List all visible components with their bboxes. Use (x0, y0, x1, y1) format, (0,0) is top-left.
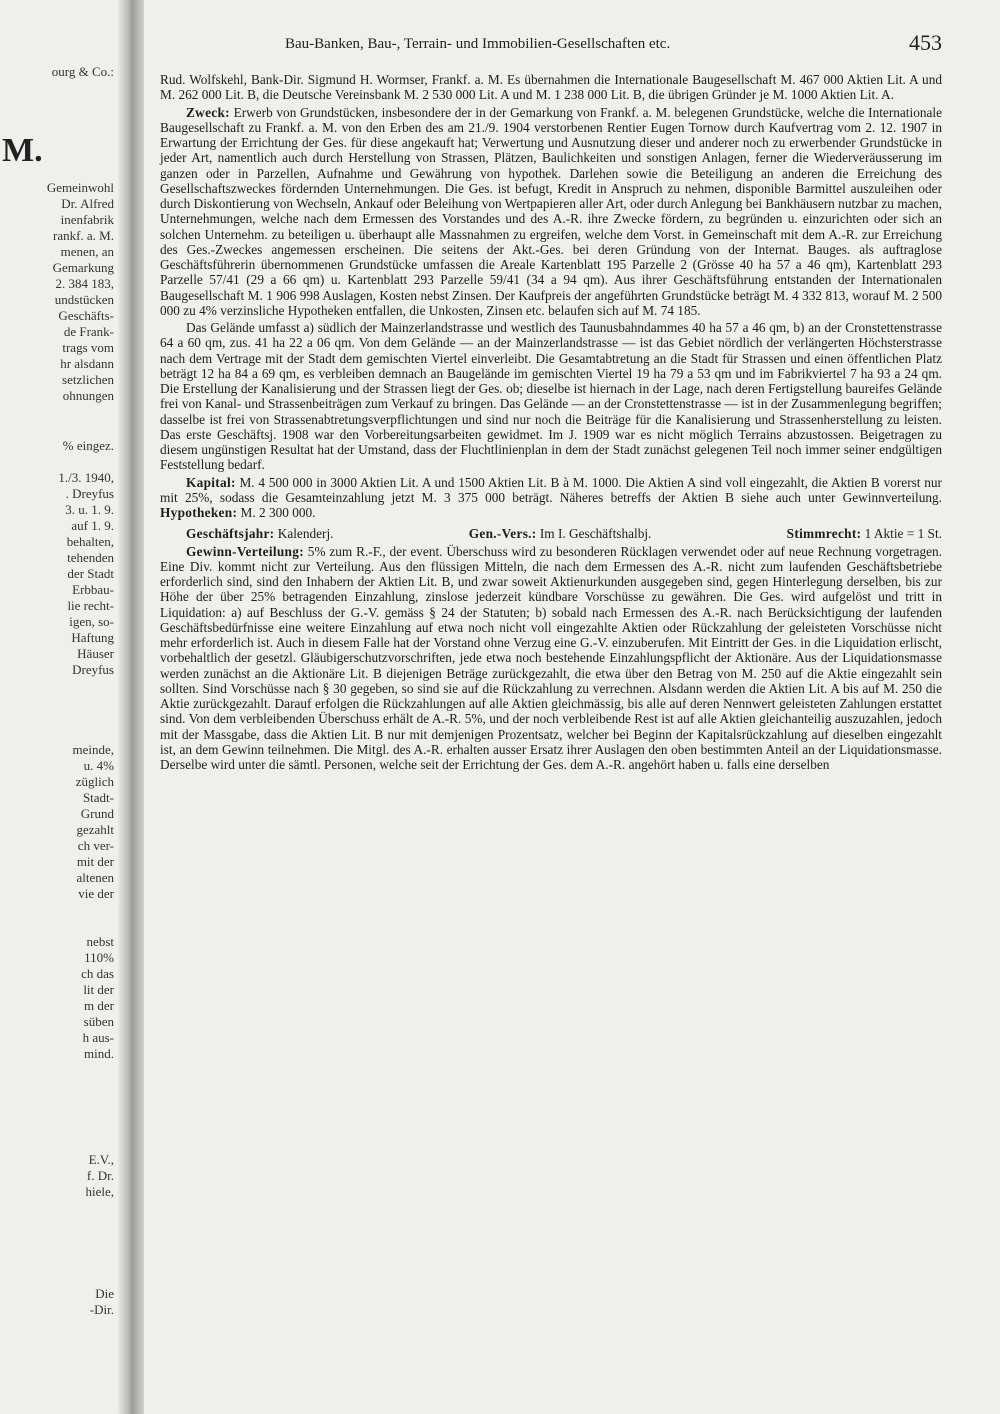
margin-fragment: E.V., (88, 1152, 114, 1167)
margin-fragment: igen, so- (69, 614, 114, 629)
page-number: 453 (909, 30, 942, 55)
kapital-label: Kapital: (186, 474, 236, 490)
margin-fragment: Geschäfts- (58, 308, 114, 323)
margin-fragment: m der (84, 998, 114, 1013)
hypotheken-label: Hypotheken: (160, 505, 238, 520)
gewinn-text: 5% zum R.-F., der event. Überschuss wird zu besonderen Rücklagen verwendet oder auf neue Rechnung vorgetragen. Eine Div. kommt nicht zur Verteilung. Aus den flüssigen Mitteln, die nach dem Ermessen des A.-R. nicht zum laufenden Geschäftsbetriebe erforderlich sind, sind den Inhabern der Aktien Lit. B, und zwar soweit Aktienurkunden ausgegeben sind, gegen Hinterlegung derselben, bis zur Höhe der über 25% betragenden Einzahlung, zinslose jederzeit kündbare Vorschüsse zu gewähren. Die Ges. wird aufgelöst und tritt in Liquidation: a) auf Beschluss der G.-V. gemäss § 24 der Statuten; b) sobald nach Ermessen des A.-R. nach Berücksichtigung der laufenden Geschäftsbedürfnisse eine weitere Einzahlung auf etwa noch nicht voll eingezahlte Aktien oder Rückzahlung der geleisteten Vorschüsse nicht mehr erforderlich ist. Auch in diesem Falle hat der Vorstand ohne Verzug eine G.-V. einzuberufen. Mit Eintritt der Ges. in die Liquidation erlischt, vorbehaltlich der gesetzl. Gläubigerschutzvorschriften, jede etwa noch bestehende Einzahlungspflicht der Aktionäre. Aus der Liquidationsmasse werden zunächst an die Aktionäre Lit. B diejenigen Beträge zurückgezahlt, die etwa über den Betrag von M. 250 auf die Aktie eingezahlt sein sollten. Sind Vorschüsse nach § 30 gegeben, so sind sie auf die Rückzahlung zu verrechnen. Alsdann werden die Aktien Lit. A bis auf M. 250 die Aktie zurückgezahlt. Darauf erfolgen die Rückzahlungen auf alle Aktien gleichmässig, bis alle auf deren Nennwert geleisteten Zahlungen erstattet sind. Von dem verbleibenden Überschuss erhält de A.-R. 5%, und der noch verbleibende Rest ist auf alle Aktien gleichanteilig auszuzahlen, jedoch mit der Massgabe, dass die Aktien Lit. B nur mit demjenigen Prozentsatz, welcher bei Beginn der Kapitalsrückzahlung auf dieselben eingezahlt ist, an dem Gewinn teilnehmen. Die Mitgl. des A.-R. erhalten ausser Ersatz ihrer Auslagen den oben bestimmten Anteil an der Liquidationsmasse. Derselbe wird unter die sämtl. Personen, welche seit der Errichtung der Ges. dem A.-R. angehört haben u. falls eine derselben (160, 543, 942, 772)
stimmrecht-value: 1 Aktie = 1 St. (864, 526, 942, 542)
margin-fragment: ourg & Co.: (51, 64, 114, 79)
running-title: Bau-Banken, Bau-, Terrain- und Immobilien-Gesellschaften etc. (285, 36, 671, 52)
margin-fragment: züglich (75, 774, 114, 789)
margin-fragment: tehenden (67, 550, 114, 565)
founders-paragraph (160, 72, 942, 103)
zweck-paragraph (160, 105, 942, 319)
margin-fragment: Haftung (71, 630, 114, 645)
margin-fragment: trags vom (62, 340, 114, 355)
margin-fragment: 110% (84, 950, 114, 965)
margin-fragment: behalten, (66, 534, 114, 549)
margin-fragment: setzlichen (62, 372, 114, 387)
margin-fragment: Stadt- (82, 790, 114, 805)
margin-fragment: undstücken (54, 292, 114, 307)
gelaende-text: Das Gelände umfasst a) südlich der Mainzerlandstrasse und westlich des Taunusbahndammes 40 ha 57 a 46 qm, b) an der Cronstettenstrasse 64 a 60 qm, zus. 41 ha 22 a 06 qm. Von dem Gelände — an der Mainzerlandstrasse — ist das Gebiet nördlich der verlängerten Höchsterstrasse nach dem Vertrage mit der Stadt dem gemischten Viertel einverleibt. Die Gesamtabtretung an die Stadt für Strassen und einen öffentlichen Platz beträgt 12 ha 84 a 69 qm, es verbleiben demnach an Baugelände im gemischten Viertel 19 ha 79 a 53 qm und im Fabrikviertel 7 ha 93 a 24 qm. Die Erstellung der Kanalisierung und der Strassen liegt der Ges. ob; dieselbe ist hiernach in der Lage, nach deren Fertigstellung baureifes Gelände frei von Kanal- und Strassenbeiträgen zum Verkauf zu bringen. Das Gelände — an der Cronstettenstrasse — ist in der Zusammenlegung begriffen; dasselbe ist frei von Strassenabtretungsverpflichtungen und sind nur noch die Beiträge für die Kanalisierung und Strassenherstellung zu leisten. Das erste Geschäftsj. 1908 war den Vorbereitungsarbeiten gewidmet. Im J. 1909 war es nicht möglich Terrains abzustossen. Beigetragen zu diesem ungünstigen Resultat hat der Umstand, dass der Fluchtlinienplan in dem der Stadt zunächst gelegenen Teil noch immer seiner endgültigen Feststellung bedarf. (160, 320, 942, 473)
page-body (160, 72, 942, 772)
margin-fragment: vie der (78, 886, 114, 901)
margin-fragment: Dr. Alfred (61, 196, 114, 211)
margin-fragment: 1./3. 1940, (58, 470, 114, 485)
margin-fragment: Häuser (77, 646, 114, 661)
margin-fragment: rankf. a. M. (52, 228, 114, 243)
margin-fragment: M. (2, 132, 43, 169)
margin-fragment: -Dir. (89, 1302, 114, 1317)
margin-fragment: süben (83, 1014, 114, 1029)
geschaeftsjahr-label: Geschäftsjahr: (186, 526, 275, 542)
margin-fragment: nebst (86, 934, 114, 949)
margin-fragment: hiele, (85, 1184, 114, 1199)
margin-fragment: f. Dr. (86, 1168, 114, 1183)
margin-fragment: lit der (83, 982, 114, 997)
margin-fragment: ohnungen (62, 388, 114, 403)
margin-fragment: der Stadt (67, 566, 114, 581)
founders-text: Rud. Wolfskehl, Bank-Dir. Sigmund H. Wormser, Frankf. a. M. Es übernahmen die Internationale Baugesellschaft M. 467 000 Aktien Lit. A und M. 262 000 Lit. B, die Deutsche Vereinsbank M. 2 530 000 Lit. A und M. 1 238 000 Lit. B, die übrigen Gründer je M. 1000 Aktien Lit. A. (160, 72, 942, 103)
margin-fragment: de Frank- (63, 324, 114, 339)
geschaeftsjahr-value: Kalenderj. (277, 526, 334, 542)
margin-fragment: ch ver- (77, 838, 114, 853)
margin-fragment: mit der (76, 854, 114, 869)
hypotheken-text: M. 2 300 000. (240, 505, 316, 520)
zweck-text: Erwerb von Grundstücken, insbesondere der in der Gemarkung von Frankf. a. M. belegenen Grundstücke, welche die Internationale Baugesellschaft zu Frankf. a. M. von den Erben des am 21./9. 1904 verstorbenen Rentier Eugen Tornow durch Kaufvertrag vom 2. 12. 1907 in Erwartung der Errichtung der Ges. für diese angekauft hat; Verwertung und Ausnutzung dieser und anderer noch zu erwerbender Grundstücke in jeder Art, namentlich auch durch Herstellung von Strassen, Plätzen, Baulichkeiten und sonstigen Anlagen, ferner die Wiederveräusserung im ganzen oder in Parzellen, Aufnahme und Gewährung von hypothek. Darlehen sowie die Beteiligung an anderen die Erreichung des Gesellschaftszweckes fördernden Unternehmungen. Die Ges. ist befugt, Kredit in Anspruch zu nehmen, disponible Barmittel auszuleihen oder durch Diskontierung von Wechseln, Ankauf oder Beleihung von Wertpapieren aller Art, oder durch Anlegung bei Bankhäusern nutzbar zu machen, Unternehmungen, welche nach dem Ermessen des Vorstandes und des A.-R. ihre Zwecke fördern, zu begründen u. einzurichten oder sich an solchen Unternehm. zu beteiligen u. überhaupt alle Massnahmen zu ergreifen, welche dem Vorst. in Gemeinschaft mit dem A.-R. zur Erreichung des Ges.-Zweckes angemessen erscheinen. Die seitens der Akt.-Ges. bei deren Gründung von der Internat. Bauges. als auftraglose Geschäftsführerin übernommenen Grundstücke umfassen die Areale Kartenblatt 195 Parzelle 2 (Grösse 40 ha 57 a 46 qm), Kartenblatt 293 Parzelle 57/41 (29 a 66 qm) u. Kartenblatt 293 Parzelle 59/41 (34 a 94 qm). Aus ihrer Geschäftsführung entstanden der Internationalen Baugesellschaft M. 1 906 998 Auslagen, Kosten nebst Zinsen. Der Kaufpreis der angeführten Grundstücke beträgt M. 4 332 813, worauf M. 2 500 000 zu 4% verzinsliche Hypotheken entfallen, die Unkosten, Zinsen etc. belaufen sich auf M. 74 185. (160, 104, 942, 318)
margin-fragment: mind. (84, 1046, 114, 1061)
gewinn-paragraph (160, 544, 942, 773)
meta-row (160, 526, 942, 541)
zweck-label: Zweck: (186, 104, 230, 120)
margin-fragment: Gemarkung (52, 260, 114, 275)
previous-page-margin (0, 0, 118, 1414)
margin-fragment: Grund (80, 806, 114, 821)
gelaende-paragraph (160, 320, 942, 473)
margin-fragment: auf 1. 9. (71, 518, 114, 533)
margin-fragment: . Dreyfus (65, 486, 114, 501)
kapital-text: M. 4 500 000 in 3000 Aktien Lit. A und 1500 Aktien Lit. B à M. 1000. Die Aktien A sind voll eingezahlt, die Aktien B vorerst nur mit 25%, sodass die Gesamteinzahlung jetzt M. 3 375 000 beträgt. Näheres betreffs der Aktien B siehe auch unter Gewinnverteilung. (160, 474, 942, 505)
margin-fragment: u. 4% (83, 758, 114, 773)
margin-fragment: meinde, (72, 742, 114, 757)
stimmrecht-label: Stimmrecht: (786, 526, 862, 542)
margin-fragment: Gemeinwohl (46, 180, 114, 195)
book-gutter (118, 0, 144, 1414)
margin-fragment: h aus- (82, 1030, 114, 1045)
stimmrecht-item (761, 526, 942, 541)
margin-fragment: ch das (81, 966, 114, 981)
margin-fragment: 3. u. 1. 9. (65, 502, 114, 517)
genvers-label: Gen.-Vers.: (468, 526, 537, 542)
gewinn-label: Gewinn-Verteilung: (186, 543, 304, 559)
margin-fragment: 2. 384 183, (55, 276, 114, 291)
margin-fragment: hr alsdann (60, 356, 114, 371)
margin-fragment: % eingez. (62, 438, 114, 453)
margin-fragment: menen, an (60, 244, 114, 259)
page-header (160, 30, 942, 60)
margin-fragment: Dreyfus (72, 662, 114, 677)
margin-fragment: altenen (76, 870, 114, 885)
geschaeftsjahr-item (160, 526, 333, 541)
genvers-item (443, 526, 652, 541)
margin-fragment: lie recht- (67, 598, 114, 613)
kapital-paragraph (160, 475, 942, 521)
margin-fragment: Erbbau- (72, 582, 114, 597)
margin-fragment: gezahlt (76, 822, 114, 837)
margin-fragment: Die (95, 1286, 114, 1301)
genvers-value: Im I. Geschäftshalbj. (539, 526, 652, 542)
margin-fragment: inenfabrik (60, 212, 114, 227)
